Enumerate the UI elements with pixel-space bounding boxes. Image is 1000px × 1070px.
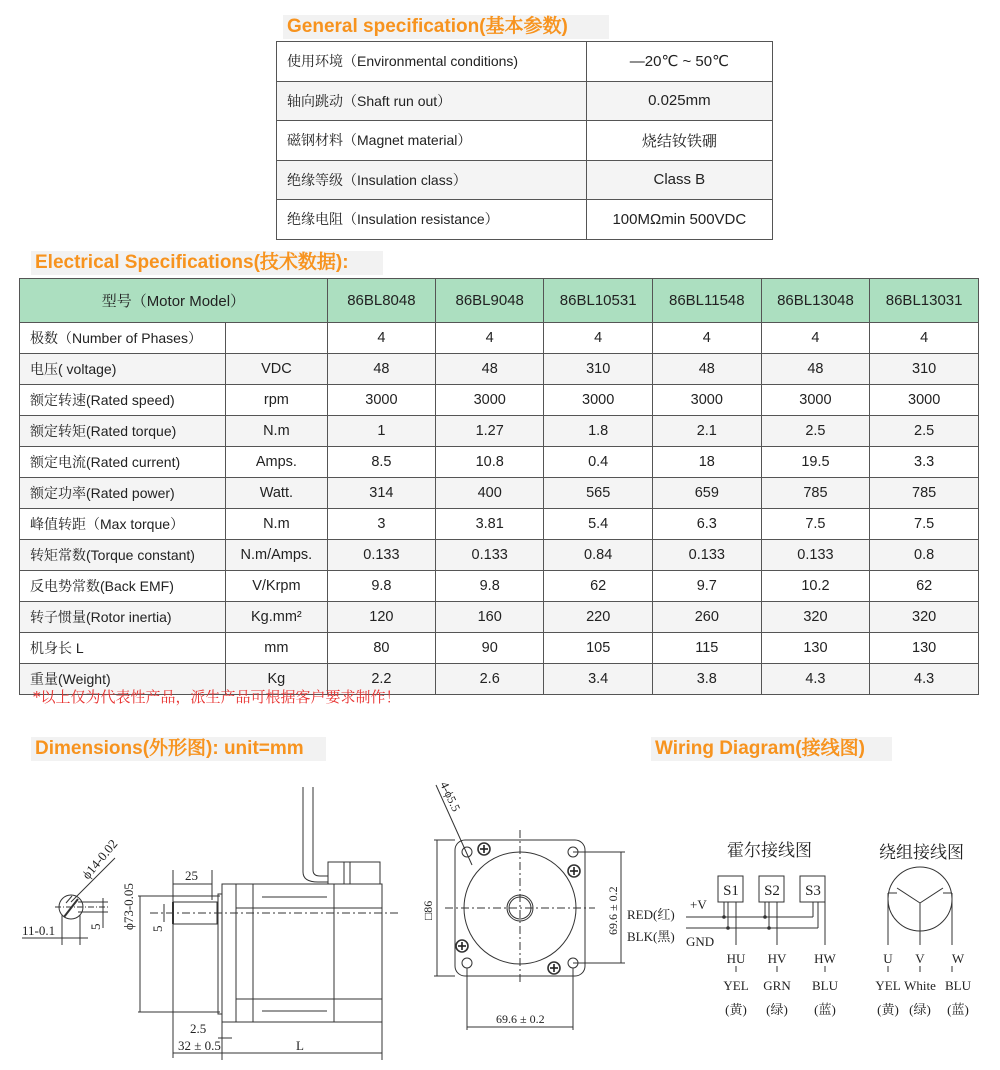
dim-hole-pitch-horizontal: 69.6 ± 0.2 bbox=[496, 1012, 545, 1026]
hall_outputs-signal-label: HW bbox=[814, 951, 836, 966]
general-spec-row bbox=[277, 200, 773, 240]
wire-red: RED(红) bbox=[627, 907, 675, 922]
param-value: 19.5 bbox=[761, 447, 870, 478]
param-value: 220 bbox=[544, 602, 653, 633]
general-spec-row bbox=[277, 121, 773, 161]
model-column-header: 86BL11548 bbox=[653, 279, 762, 323]
hall_outputs-color-label: GRN bbox=[763, 978, 791, 993]
param-value: 160 bbox=[436, 602, 544, 633]
param-value: 314 bbox=[327, 478, 435, 509]
wire-blk: BLK(黑) bbox=[627, 929, 675, 944]
electrical-spec-row bbox=[20, 633, 979, 664]
param-value: 4 bbox=[761, 323, 870, 354]
dim-pilot-diameter: ϕ73-0.05 bbox=[121, 883, 136, 930]
spec-label: 使用环境（Environmental conditions) bbox=[277, 42, 587, 82]
param-value: 6.3 bbox=[653, 509, 762, 540]
param-value: 2.1 bbox=[653, 416, 762, 447]
spec-value: 0.025mm bbox=[586, 81, 772, 121]
param-name: 机身长 L bbox=[20, 633, 226, 664]
electrical-spec-row bbox=[20, 323, 979, 354]
param-unit: rpm bbox=[226, 385, 328, 416]
param-value: 0.133 bbox=[327, 540, 435, 571]
model-column-header: 86BL9048 bbox=[436, 279, 544, 323]
phase_outputs-cn-label: (绿) bbox=[909, 1002, 931, 1017]
sensor-s1: S1 bbox=[723, 883, 739, 899]
param-value: 130 bbox=[761, 633, 870, 664]
spec-value: —20℃ ~ 50℃ bbox=[586, 42, 772, 82]
param-name: 转矩常数(Torque constant) bbox=[20, 540, 226, 571]
hall_outputs-cn-label: (绿) bbox=[766, 1002, 788, 1017]
param-unit: Kg.mm² bbox=[226, 602, 328, 633]
param-value: 0.133 bbox=[653, 540, 762, 571]
param-value: 310 bbox=[870, 354, 979, 385]
param-value: 400 bbox=[436, 478, 544, 509]
param-unit: Watt. bbox=[226, 478, 328, 509]
param-value: 3000 bbox=[761, 385, 870, 416]
dim-shaft-length: 25 bbox=[185, 868, 198, 883]
electrical-spec-row bbox=[20, 447, 979, 478]
param-unit: N.m bbox=[226, 509, 328, 540]
dim-hole-pitch-vertical: 69.6 ± 0.2 bbox=[606, 886, 620, 935]
param-value: 4 bbox=[436, 323, 544, 354]
param-value: 115 bbox=[653, 633, 762, 664]
spec-value: 100MΩmin 500VDC bbox=[586, 200, 772, 240]
param-value: 9.8 bbox=[436, 571, 544, 602]
param-value: 62 bbox=[870, 571, 979, 602]
param-unit: Amps. bbox=[226, 447, 328, 478]
param-value: 90 bbox=[436, 633, 544, 664]
dim-key-depth: 5 bbox=[88, 923, 103, 930]
signal-gnd: GND bbox=[686, 934, 715, 949]
param-value: 48 bbox=[653, 354, 762, 385]
phase_outputs-cn-label: (黄) bbox=[877, 1002, 899, 1017]
param-value: 1 bbox=[327, 416, 435, 447]
hall_outputs-color-label: YEL bbox=[723, 978, 749, 993]
hall_outputs-color-label: BLU bbox=[812, 978, 838, 993]
param-value: 3000 bbox=[870, 385, 979, 416]
model-column-header: 86BL13031 bbox=[870, 279, 979, 323]
param-name: 额定功率(Rated power) bbox=[20, 478, 226, 509]
param-unit bbox=[226, 323, 328, 354]
param-value: 9.7 bbox=[653, 571, 762, 602]
dim-flange-thickness: 2.5 bbox=[190, 1021, 207, 1036]
param-value: 2.5 bbox=[761, 416, 870, 447]
param-value: 3.4 bbox=[544, 664, 653, 695]
general-spec-heading: General specification(基本参数) bbox=[283, 15, 609, 39]
param-value: 3000 bbox=[653, 385, 762, 416]
param-value: 4 bbox=[870, 323, 979, 354]
param-value: 18 bbox=[653, 447, 762, 478]
param-name: 转子惯量(Rotor inertia) bbox=[20, 602, 226, 633]
param-value: 4.3 bbox=[870, 664, 979, 695]
phase_outputs-signal-label: U bbox=[883, 951, 893, 966]
general-spec-row bbox=[277, 42, 773, 82]
general-spec-row bbox=[277, 81, 773, 121]
electrical-spec-row bbox=[20, 354, 979, 385]
param-name: 极数（Number of Phases） bbox=[20, 323, 226, 354]
dim-mounting-holes: 4-ϕ5.5 bbox=[437, 779, 464, 814]
param-value: 2.6 bbox=[436, 664, 544, 695]
winding-wiring-title: 绕组接线图 bbox=[879, 843, 964, 862]
sensor-s2: S2 bbox=[764, 883, 780, 899]
param-value: 62 bbox=[544, 571, 653, 602]
spec-label: 绝缘电阻（Insulation resistance） bbox=[277, 200, 587, 240]
electrical-spec-row bbox=[20, 509, 979, 540]
electrical-spec-heading: Electrical Specifications(技术数据): bbox=[31, 251, 383, 275]
spec-value: Class B bbox=[586, 160, 772, 200]
dim-shaft-diameter: ϕ14-0.02 bbox=[78, 836, 121, 882]
wiring-heading: Wiring Diagram(接线图) bbox=[651, 737, 892, 761]
param-value: 48 bbox=[761, 354, 870, 385]
param-value: 785 bbox=[761, 478, 870, 509]
electrical-spec-table bbox=[19, 278, 979, 695]
dim-flat: 5 bbox=[150, 925, 165, 932]
model-header-label: 型号（Motor Model） bbox=[20, 279, 328, 323]
param-name: 反电势常数(Back EMF) bbox=[20, 571, 226, 602]
param-name: 额定转速(Rated speed) bbox=[20, 385, 226, 416]
param-value: 3000 bbox=[436, 385, 544, 416]
dim-flange-square: □86 bbox=[421, 900, 435, 920]
param-value: 7.5 bbox=[761, 509, 870, 540]
dim-key-width: 11-0.1 bbox=[22, 923, 56, 938]
model-header-row bbox=[20, 279, 979, 323]
param-unit: V/Krpm bbox=[226, 571, 328, 602]
param-unit: VDC bbox=[226, 354, 328, 385]
param-value: 310 bbox=[544, 354, 653, 385]
motor-front-view-drawing bbox=[400, 770, 630, 1040]
param-value: 48 bbox=[436, 354, 544, 385]
param-value: 4 bbox=[653, 323, 762, 354]
phase_outputs-cn-label: (蓝) bbox=[947, 1002, 969, 1017]
model-column-header: 86BL8048 bbox=[327, 279, 435, 323]
param-value: 3 bbox=[327, 509, 435, 540]
param-name: 额定电流(Rated current) bbox=[20, 447, 226, 478]
hall_outputs-cn-label: (黄) bbox=[725, 1002, 747, 1017]
phase_outputs-signal-label: W bbox=[951, 951, 965, 966]
electrical-spec-row bbox=[20, 571, 979, 602]
param-value: 7.5 bbox=[870, 509, 979, 540]
param-value: 659 bbox=[653, 478, 762, 509]
param-value: 5.4 bbox=[544, 509, 653, 540]
param-value: 9.8 bbox=[327, 571, 435, 602]
signal-plus-v: +V bbox=[690, 897, 707, 912]
param-value: 260 bbox=[653, 602, 762, 633]
param-value: 320 bbox=[870, 602, 979, 633]
param-value: 2.5 bbox=[870, 416, 979, 447]
representative-products-note: *以上仅为代表性产品，派生产品可根据客户要求制作！ bbox=[33, 688, 401, 706]
electrical-spec-row bbox=[20, 602, 979, 633]
param-value: 8.5 bbox=[327, 447, 435, 478]
param-value: 130 bbox=[870, 633, 979, 664]
spec-label: 绝缘等级（Insulation class） bbox=[277, 160, 587, 200]
param-unit: N.m/Amps. bbox=[226, 540, 328, 571]
electrical-spec-row bbox=[20, 540, 979, 571]
param-value: 565 bbox=[544, 478, 653, 509]
param-value: 2.2 bbox=[327, 664, 435, 695]
phase_outputs-color-label: YEL bbox=[875, 978, 901, 993]
param-value: 4.3 bbox=[761, 664, 870, 695]
param-value: 1.8 bbox=[544, 416, 653, 447]
param-unit: N.m bbox=[226, 416, 328, 447]
dimensions-heading: Dimensions(外形图): unit=mm bbox=[31, 737, 326, 761]
param-value: 3.3 bbox=[870, 447, 979, 478]
param-value: 785 bbox=[870, 478, 979, 509]
param-value: 0.133 bbox=[436, 540, 544, 571]
param-value: 48 bbox=[327, 354, 435, 385]
general-spec-table bbox=[276, 41, 773, 240]
sensor-s3: S3 bbox=[805, 883, 821, 899]
wiring-diagram bbox=[625, 790, 995, 1040]
electrical-spec-row bbox=[20, 416, 979, 447]
param-value: 4 bbox=[327, 323, 435, 354]
hall_outputs-signal-label: HV bbox=[767, 951, 787, 966]
general-spec-row bbox=[277, 160, 773, 200]
param-name: 电压( voltage) bbox=[20, 354, 226, 385]
electrical-spec-row bbox=[20, 478, 979, 509]
spec-label: 轴向跳动（Shaft run out） bbox=[277, 81, 587, 121]
param-unit: Kg bbox=[226, 664, 328, 695]
param-value: 120 bbox=[327, 602, 435, 633]
param-unit: mm bbox=[226, 633, 328, 664]
param-value: 0.84 bbox=[544, 540, 653, 571]
phase_outputs-color-label: White bbox=[904, 978, 936, 993]
param-value: 3000 bbox=[327, 385, 435, 416]
dim-shaft-total: 32 ± 0.5 bbox=[178, 1038, 221, 1053]
param-value: 0.8 bbox=[870, 540, 979, 571]
param-value: 10.8 bbox=[436, 447, 544, 478]
phase_outputs-signal-label: V bbox=[915, 951, 925, 966]
param-value: 10.2 bbox=[761, 571, 870, 602]
param-value: 3.8 bbox=[653, 664, 762, 695]
param-value: 0.133 bbox=[761, 540, 870, 571]
param-value: 0.4 bbox=[544, 447, 653, 478]
model-column-header: 86BL13048 bbox=[761, 279, 870, 323]
param-name: 额定转矩(Rated torque) bbox=[20, 416, 226, 447]
param-value: 320 bbox=[761, 602, 870, 633]
param-value: 4 bbox=[544, 323, 653, 354]
model-column-header: 86BL10531 bbox=[544, 279, 653, 323]
param-name: 重量(Weight) bbox=[20, 664, 226, 695]
param-value: 1.27 bbox=[436, 416, 544, 447]
electrical-spec-row bbox=[20, 385, 979, 416]
motor-side-view-drawing bbox=[0, 770, 400, 1070]
param-value: 105 bbox=[544, 633, 653, 664]
hall_outputs-signal-label: HU bbox=[726, 951, 746, 966]
param-value: 80 bbox=[327, 633, 435, 664]
param-name: 峰值转距（Max torque） bbox=[20, 509, 226, 540]
phase_outputs-color-label: BLU bbox=[945, 978, 971, 993]
param-value: 3.81 bbox=[436, 509, 544, 540]
spec-value: 烧结钕铁硼 bbox=[586, 121, 772, 161]
param-value: 3000 bbox=[544, 385, 653, 416]
dim-body-length: L bbox=[296, 1038, 304, 1053]
spec-label: 磁钢材料（Magnet material） bbox=[277, 121, 587, 161]
hall-wiring-title: 霍尔接线图 bbox=[727, 841, 812, 860]
hall_outputs-cn-label: (蓝) bbox=[814, 1002, 836, 1017]
